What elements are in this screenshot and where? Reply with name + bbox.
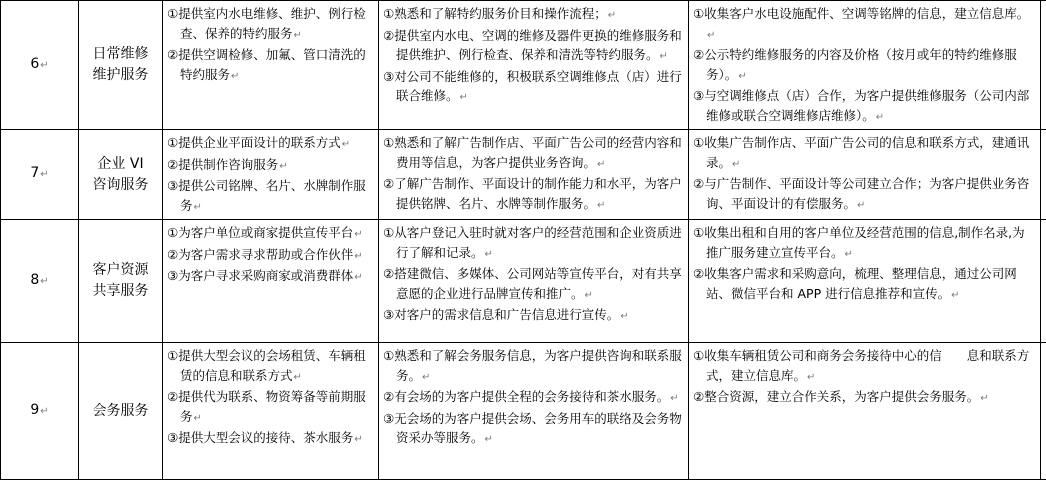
paragraph-mark-icon: ↵ (732, 159, 740, 170)
service-name (79, 1, 163, 130)
service-requirements (379, 343, 689, 480)
service-requirements-item (383, 346, 684, 387)
service-methods-item (693, 45, 1036, 86)
service-name-line: 咨询服务 (81, 175, 160, 196)
service-methods-item-text: ①收集出租和自用的客户单位及经营范围的信息,制作名录,为推广服务建立宣传平台。 (693, 225, 1025, 260)
service-requirements (379, 130, 689, 220)
paragraph-mark-icon: ↵ (585, 290, 593, 301)
paragraph-mark-icon: ↵ (354, 434, 362, 445)
service-methods (689, 220, 1041, 343)
paragraph-mark-icon: ↵ (342, 139, 350, 150)
paragraph-mark-icon: ↵ (980, 393, 988, 404)
service-methods-item (693, 346, 1036, 387)
service-name-line: 客户资源 (81, 260, 160, 281)
service-content-item-text: ①提供企业平面设计的联系方式 (167, 135, 341, 150)
row-number (1, 343, 79, 480)
service-requirements-item-text: ②有会场的为客户提供全程的会务接待和茶水服务。 (383, 389, 669, 404)
service-requirements-item (383, 387, 684, 409)
service-requirements-item-text: ②了解广告制作、平面设计的制作能力和水平，为客户提供铭牌、名片、水牌等制作服务。 (383, 176, 682, 211)
service-content-item-text: ②提供空调检修、加氟、管口清洗的特约服务 (167, 47, 366, 82)
service-content-item (167, 45, 374, 86)
table-row (1, 343, 1046, 480)
paragraph-mark-icon: ↵ (951, 290, 959, 301)
service-methods-item-text: ①收集车辆租赁公司和商务会务接待中心的信 息和联系方式，建立信息库。 (693, 348, 1029, 383)
paragraph-mark-icon: ↵ (354, 251, 362, 262)
paragraph-mark-icon: ↵ (354, 229, 362, 240)
service-content-item-text: ①提供室内水电维修、维护、例行检查、保养的特约服务 (167, 6, 366, 41)
service-content-item (167, 4, 374, 45)
service-content-item-text: ①提供大型会议的会场租赁、车辆租赁的信息和联系方式 (167, 348, 366, 383)
paragraph-mark-icon: ↵ (40, 406, 48, 417)
service-content-item-text: ③为客户寻求采购商家或消费群体 (167, 268, 353, 283)
service-methods-item (693, 4, 1036, 45)
service-name (79, 130, 163, 220)
table-row (1, 1, 1046, 130)
service-methods (689, 1, 1041, 130)
service-requirements-item (383, 67, 684, 108)
paragraph-mark-icon: ↵ (738, 71, 746, 82)
paragraph-mark-icon: ↵ (485, 434, 493, 445)
row-number (1, 130, 79, 220)
service-methods-item-text: ②整合资源，建立合作关系，为客户提供会务服务。 (693, 389, 979, 404)
service-content-item (167, 133, 374, 155)
service-methods-item-text: ①收集客户水电设施配件、空调等铭牌的信息，建立信息库。 (693, 6, 1029, 21)
service-requirements-item-text: ①熟悉和了解特约服务价目和操作流程； (383, 6, 607, 21)
paragraph-mark-icon: ↵ (40, 60, 48, 71)
service-methods (689, 130, 1041, 220)
service-content (163, 130, 379, 220)
service-methods-item-text: ③与空调维修点（店）合作，为客户提供维修服务（公司内部维修或联合空调维修店维修）。 (693, 88, 1029, 123)
paragraph-mark-icon: ↵ (194, 413, 202, 424)
paragraph-mark-icon: ↵ (845, 249, 853, 260)
table-row (1, 130, 1046, 220)
service-methods (689, 343, 1041, 480)
service-methods-item-text: ②收集客户需求和采购意向，梳理、整理信息，通过公司网站、微信平台和 APP 进行信息推荐和宣传。 (693, 266, 1017, 301)
paragraph-mark-icon: ↵ (608, 10, 616, 21)
row-end-cell (1041, 130, 1046, 220)
paragraph-mark-icon: ↵ (857, 200, 865, 211)
service-content-item-text: ①为客户单位或商家提供宣传平台 (167, 225, 353, 240)
paragraph-mark-icon: ↵ (40, 169, 48, 180)
service-content-item-text: ③提供公司铭牌、名片、水牌制作服务 (167, 178, 366, 213)
service-methods-item-text: ②公示特约维修服务的内容及价格（按月或年的特约维修服务）。 (693, 47, 1017, 82)
paragraph-mark-icon: ↵ (597, 159, 605, 170)
paragraph-mark-icon: ↵ (876, 112, 884, 123)
service-methods-item (693, 387, 1036, 409)
service-name-line: 共享服务 (81, 281, 160, 302)
service-requirements-item (383, 409, 684, 450)
service-name-line: 企业 VI (81, 154, 160, 175)
paragraph-mark-icon: ↵ (485, 249, 493, 260)
service-content-item (167, 245, 374, 267)
paragraph-mark-icon: ↵ (194, 202, 202, 213)
service-name (79, 220, 163, 343)
service-methods-item (693, 174, 1036, 215)
paragraph-mark-icon: ↵ (422, 372, 430, 383)
service-requirements-item (383, 264, 684, 305)
row-number-text: 8 (30, 272, 39, 288)
service-methods-item-text: ①收集广告制作店、平面广告公司的信息和联系方式，建通讯录。 (693, 135, 1029, 170)
paragraph-mark-icon: ↵ (660, 51, 668, 62)
service-methods-item (693, 86, 1036, 127)
service-content-item (167, 266, 374, 288)
service-requirements-item (383, 4, 684, 26)
service-content (163, 343, 379, 480)
paragraph-mark-icon: ↵ (279, 161, 287, 172)
service-requirements-item-text: ①从客户登记入驻时就对客户的经营范围和企业资质进行了解和记录。 (383, 225, 682, 260)
service-name-line: 会务服务 (81, 401, 160, 422)
paragraph-mark-icon: ↵ (597, 200, 605, 211)
row-number-text: 6 (30, 56, 39, 72)
service-requirements-item-text: ③对客户的需求信息和广告信息进行宣传。 (383, 307, 619, 322)
paragraph-mark-icon: ↵ (460, 92, 468, 103)
paragraph-mark-icon: ↵ (620, 311, 628, 322)
service-content-item-text: ②提供代为联系、物资筹备等前期服务 (167, 389, 366, 424)
row-end-cell (1041, 343, 1046, 480)
service-requirements-item-text: ③对公司不能维修的，积极联系空调维修点（店）进行联合维修。 (383, 69, 682, 104)
service-name-line: 维护服务 (81, 65, 160, 86)
service-content-item-text: ②为客户需求寻求帮助或合作伙伴 (167, 247, 353, 262)
service-requirements-item-text: ②搭建微信、多媒体、公司网站等宣传平台，对有共享意愿的企业进行品牌宣传和推广。 (383, 266, 682, 301)
row-number-text: 7 (30, 165, 39, 181)
paragraph-mark-icon: ↵ (294, 372, 302, 383)
service-methods-item (693, 223, 1036, 264)
row-end-cell (1041, 1, 1046, 130)
service-requirements-item-text: ①熟悉和了解会务服务信息，为客户提供咨询和联系服务。 (383, 348, 682, 383)
paragraph-mark-icon: ↵ (294, 30, 302, 41)
service-requirements-item (383, 223, 684, 264)
service-requirements-item-text: ③无会场的为客户提供会场、会务用车的联络及会务物资采办等服务。 (383, 411, 682, 446)
paragraph-mark-icon: ↵ (807, 372, 815, 383)
service-content-item (167, 387, 374, 428)
table-row (1, 220, 1046, 343)
service-requirements-item (383, 26, 684, 67)
service-content-item (167, 155, 374, 177)
service-requirements-item (383, 305, 684, 327)
service-requirements-item (383, 174, 684, 215)
service-content (163, 1, 379, 130)
paragraph-mark-icon: ↵ (231, 71, 239, 82)
service-name (79, 343, 163, 480)
row-number (1, 1, 79, 130)
paragraph-mark-icon: ↵ (670, 393, 678, 404)
service-content (163, 220, 379, 343)
service-requirements-item (383, 133, 684, 174)
paragraph-mark-icon: ↵ (40, 276, 48, 287)
service-name-line: 日常维修 (81, 44, 160, 65)
service-content-item (167, 346, 374, 387)
service-content-item-text: ③提供大型会议的接待、茶水服务 (167, 430, 353, 445)
service-content-item (167, 428, 374, 450)
row-number (1, 220, 79, 343)
paragraph-mark-icon: ↵ (354, 272, 362, 283)
service-requirements-item-text: ①熟悉和了解广告制作店、平面广告公司的经营内容和费用等信息，为客户提供业务咨询。 (383, 135, 682, 170)
table-body (1, 1, 1046, 480)
service-requirements (379, 220, 689, 343)
service-content-item (167, 176, 374, 217)
service-content-item (167, 223, 374, 245)
row-end-cell (1041, 220, 1046, 343)
service-methods-item (693, 133, 1036, 174)
service-requirements-item-text: ②提供室内水电、空调的维修及器件更换的维修服务和提供维护、例行检查、保养和清洗等特约服务。 (383, 28, 682, 63)
service-methods-item (693, 264, 1036, 305)
paragraph-mark-icon: ↵ (707, 30, 715, 41)
service-content-item-text: ②提供制作咨询服务 (167, 157, 278, 172)
service-methods-item-text: ②与广告制作、平面设计等公司建立合作；为客户提供业务咨询、平面设计的有偿服务。 (693, 176, 1029, 211)
service-requirements (379, 1, 689, 130)
row-number-text: 9 (30, 402, 39, 418)
